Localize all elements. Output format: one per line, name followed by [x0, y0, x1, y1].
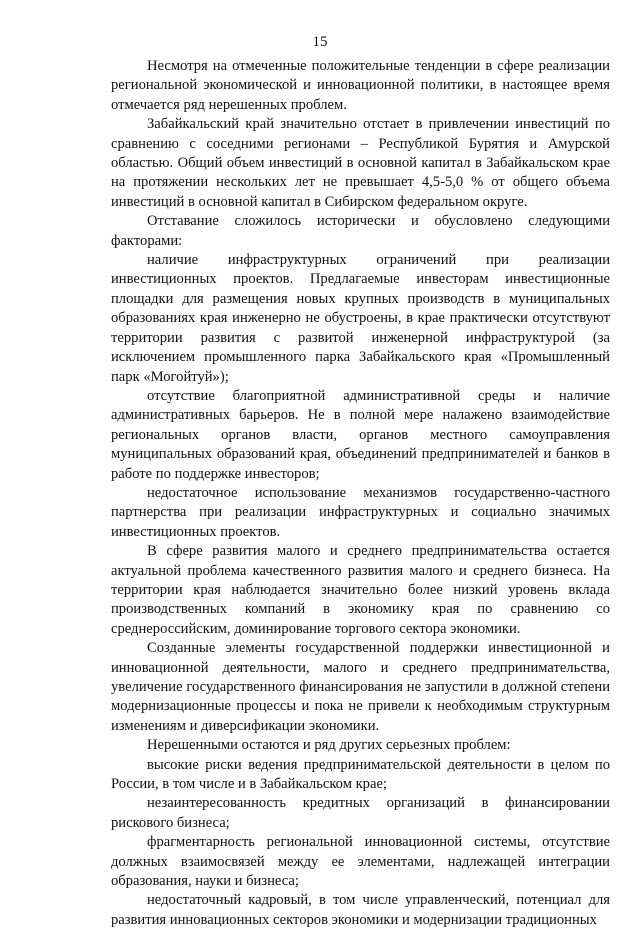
paragraph-small-business: В сфере развития малого и среднего предпринимательства остается актуальной проблема качественного развития малого и среднего бизнеса. На территории края наблюдается значительно более низкий уровень вклада производственных компаний в экономику края по сравнению со среднероссийским, доминирование торгового сектора экономики. [111, 543, 610, 637]
paragraph-administrative: отсутствие благоприятной административной среды и наличие административных барьеров. Не в полной мере налажено взаимодействие региональных органов власти, органов местного самоуправления муниципальных образований края, объединений предпринимателей и банков в работе по поддержке инвесторов; [111, 387, 610, 482]
paragraph-credit-organizations: незаинтересованность кредитных организаций в финансировании рискового бизнеса; [111, 795, 610, 831]
paragraph-ppp: недостаточное использование механизмов государственно-частного партнерства при реализации инфраструктурных и социально значимых инвестиционных проектов. [111, 484, 610, 540]
page-number: 15 [312, 34, 328, 50]
paragraph-factors-intro: Отставание сложилось исторически и обусловлено следующими факторами: [111, 213, 610, 249]
paragraph-intro: Несмотря на отмеченные положительные тенденции в сфере реализации региональной экономической и инновационной политики, в настоящее время отмечается ряд нерешенных проблем. [111, 58, 610, 113]
paragraph-personnel: недостаточный кадровый, в том числе управленческий, потенциал для развития инновационных секторов экономики и модернизации традиционных [111, 892, 610, 928]
paragraph-business-risks: высокие риски ведения предпринимательской деятельности в целом по России, в том числе и в Забайкальском крае; [111, 756, 610, 793]
paragraph-infrastructure: наличие инфраструктурных ограничений при реализации инвестиционных проектов. Предлагаемые инвесторам инвестиционные площадки для размещения новых крупных производств в муниципальных образованиях края инженерно не обустроены, в крае практически отсутствуют территории развития с развитой инженерной инфраструктурой (за исключением промышленного парка Забайкальского края «Промышленный парк «Могойтуй»); [111, 252, 610, 385]
paragraph-innovation-system: фрагментарность региональной инновационной системы, отсутствие должных взаимосвязей между ее элементами, надлежащей интеграции образования, науки и бизнеса; [111, 834, 610, 890]
paragraph-investment-lag: Забайкальский край значительно отстает в привлечении инвестиций по сравнению с соседними регионами – Республикой Бурятия и Амурской областью. Общий объем инвестиций в основной капитал в Забайкальском крае на протяжении нескольких лет не превышает 4,5-5,0 % от общего объема инвестиций в основной капитал в Сибирском федеральном округе. [111, 116, 610, 210]
paragraph-state-support: Созданные элементы государственной поддержки инвестиционной и инновационной деятельности, малого и среднего предпринимательства, увеличение государственного финансирования не запустили в должной степени модернизационные процессы и пока не привели к необходимым структурным изменениям и диверсификации экономики. [111, 640, 610, 734]
body-text [111, 57, 610, 930]
paragraph-problems-intro: Нерешенными остаются и ряд других серьезных проблем: [147, 737, 511, 754]
